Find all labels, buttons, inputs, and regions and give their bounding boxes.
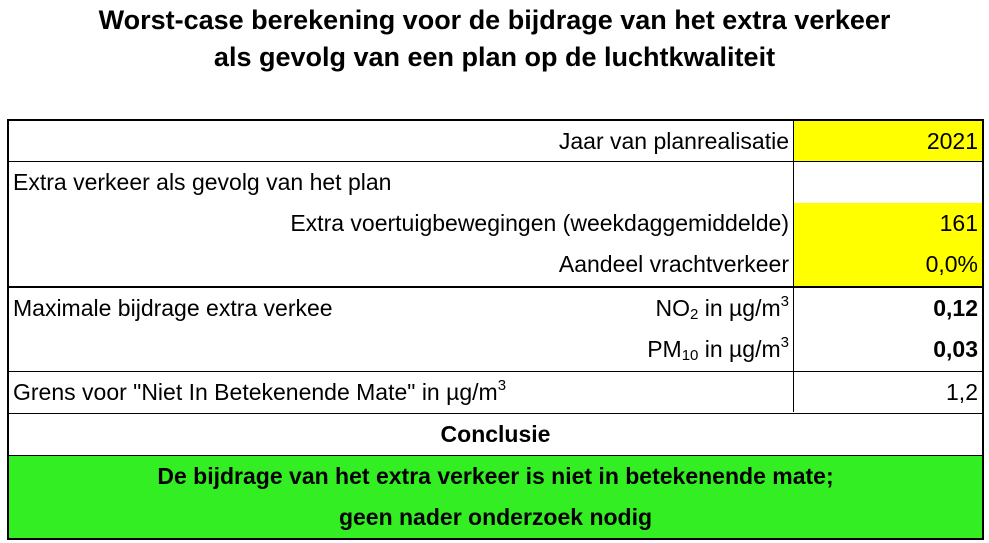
year-value[interactable]: 2021 (794, 121, 982, 162)
extra-traffic-heading: Extra verkeer als gevolg van het plan (13, 169, 392, 195)
pm10-subscript: 10 (681, 347, 699, 364)
movements-label: Extra voertuigbewegingen (weekdaggemiddelde) (290, 210, 789, 236)
max-contribution-label: Maximale bijdrage extra verkee (13, 295, 333, 321)
conclusion-line1: De bijdrage van het extra verkeer is niet in betekenende mate; (157, 463, 834, 489)
threshold-superscript: 3 (497, 377, 507, 394)
truck-share-label: Aandeel vrachtverkeer (558, 251, 789, 277)
conclusion-box (9, 456, 982, 538)
pm10-superscript: 3 (780, 334, 789, 351)
pm10-value: 0,03 (933, 336, 978, 362)
no2-unit-label (309, 288, 793, 329)
no2-unit: in µg/m (698, 295, 781, 321)
no2-prefix: NO (655, 295, 691, 321)
pm10-prefix: PM (647, 336, 682, 362)
threshold-label (9, 372, 793, 413)
page-title-line1: Worst-case berekening voor de bijdrage van het extra verkeer (98, 5, 891, 35)
movements-value[interactable]: 161 (794, 203, 982, 244)
conclusion-heading: Conclusie (440, 421, 551, 447)
no2-subscript: 2 (690, 306, 699, 323)
threshold-value: 1,2 (946, 379, 978, 405)
conclusion-line2: geen nader onderzoek nodig (338, 504, 653, 530)
no2-value: 0,12 (933, 295, 978, 321)
calculation-table (7, 119, 984, 540)
pm10-unit: in µg/m (698, 336, 781, 362)
threshold-label-text: Grens voor "Niet In Betekenende Mate" in µg/m (13, 379, 498, 405)
no2-superscript: 3 (780, 293, 789, 310)
pm10-unit-label (309, 329, 793, 370)
truck-share-value[interactable]: 0,0% (794, 244, 982, 286)
year-label: Jaar van planrealisatie (558, 128, 789, 154)
page-title-line2: als gevolg van een plan op de luchtkwaliteit (213, 42, 776, 72)
